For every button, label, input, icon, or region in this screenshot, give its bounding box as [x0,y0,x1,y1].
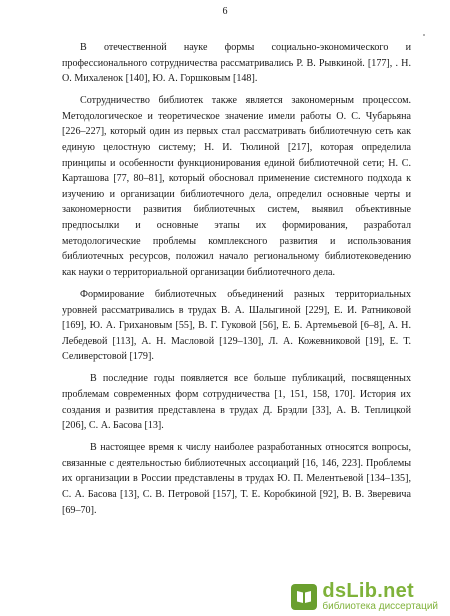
watermark-subtitle: библиотека диссертаций [322,601,438,612]
watermark-brand: dsLib.net [322,580,415,602]
book-icon [291,584,317,610]
paragraph: В отечественной науке формы социально-экономического и профессионального сотрудничества рассматривались Р. В. Рывкиной. [177], . Н. О. Михаленок [140], Ю. А. Горшковым [148]. [62,42,411,85]
paragraph: Формирование библиотечных объединений разных территориальных уровней рассматривались в трудах В. А. Шалыгиной [229], Е. И. Ратниковой [169], Ю. А. Грихановым [55], В. Г. Гуковой [56], Е. Б. Артемьевой [6–8], А. Н. Лебедевой [113], А. Н. Масловой [129–130], Л. А. Кожевниковой [19], Е. Т. Селиверстовой [179]. [62,288,411,363]
site-watermark[interactable] [291,581,438,612]
page-number: 6 [222,6,228,17]
paragraph: В настоящее время к числу наиболее разработанных относятся вопросы, связанные с деятельностью библиотечных ассоциаций [16, 146, 223]. Проблемы их организации в России представлены в трудах Ю. П. Мелентьевой [134–135], С. А. Басова [13], С. В. Петровой [157], Т. Е. Коробкиной [92], В. В. Зверевича [69–70]. [62,442,411,516]
document-body [62,40,411,525]
stray-mark [423,34,425,36]
paragraph: Сотрудничество библиотек также является закономерным процессом. Методологическое и теоретическое значение имели работы О. С. Чубарьяна [226–227], который один из первых стал рассматривать библиотечную сеть как единую целостную систему; Н. И. Тюлиной [217], которая определила принципы и особенности функционирования единой библиотечной сети; Н. С. Карташова [77, 80–81], который обосновал применение системного подхода к изучению и организации библиотечного дела, определил основные черты и закономерности развития библиотечных систем, выявил объективные предпосылки и основные этапы их формирования, разработал методологические проблемы комплексного развития и использования библиотечных ресурсов, положил начало региональному библиотековедению как науки о территориальной организации библиотечного дела. [62,95,411,278]
paragraph: В последние годы появляется все больше публикаций, посвященных проблемам современных форм сотрудничества [1, 151, 158, 170]. История их создания и развития представлена в трудах Д. Брэдли [33], А. В. Теплицкой [206], С. А. Басова [13]. [62,373,411,432]
